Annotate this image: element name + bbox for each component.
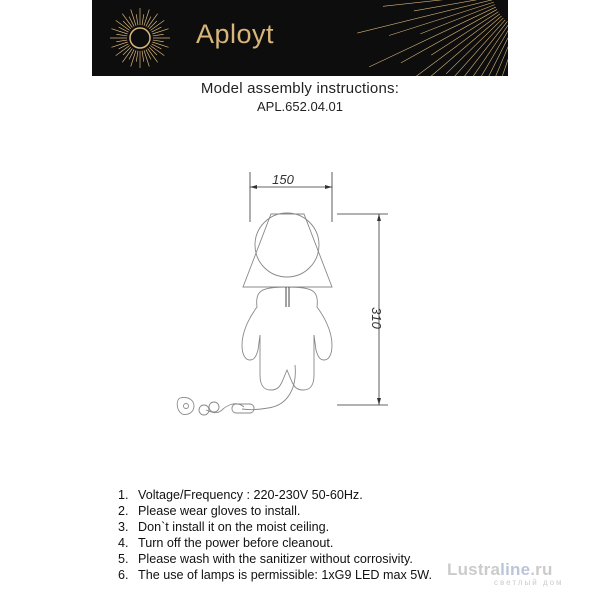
instruction-item: 5. Please wash with the sanitizer without corrosivity. <box>118 552 413 566</box>
plug-pin <box>184 404 189 409</box>
plug-icon <box>177 397 194 414</box>
lamp-drawing <box>160 160 420 430</box>
watermark <box>447 560 597 587</box>
document-title: Model assembly instructions: <box>200 80 400 97</box>
lamp-bulb-head <box>255 213 319 277</box>
watermark-tagline: светлый дом <box>494 578 564 587</box>
lamp-body <box>242 287 332 390</box>
sun-logo-icon <box>110 8 170 68</box>
sunburst-decoration <box>92 0 508 76</box>
instruction-item: 4. Turn off the power before cleanout. <box>118 536 334 550</box>
instruction-item: 2. Please wear gloves to install. <box>118 504 301 518</box>
brand-name: Aployt <box>196 19 275 49</box>
instruction-item: 1. Voltage/Frequency : 220-230V 50-60Hz. <box>118 488 363 502</box>
width-label: 150 <box>272 172 294 187</box>
instruction-item: 3. Don`t install it on the moist ceiling. <box>118 520 330 534</box>
plug-detail-2 <box>199 405 209 415</box>
height-label: 310 <box>369 307 384 329</box>
lamp-stem <box>286 287 289 307</box>
instruction-item: 6. The use of lamps is permissible: 1xG9 LED max 5W. <box>118 568 432 582</box>
cord-switch <box>232 404 254 413</box>
model-number: APL.652.04.01 <box>256 99 344 114</box>
plug-detail <box>209 402 219 412</box>
watermark-logo: Lustraline.ru <box>447 560 553 579</box>
instructions-list <box>118 487 432 583</box>
brand-banner <box>92 0 508 76</box>
